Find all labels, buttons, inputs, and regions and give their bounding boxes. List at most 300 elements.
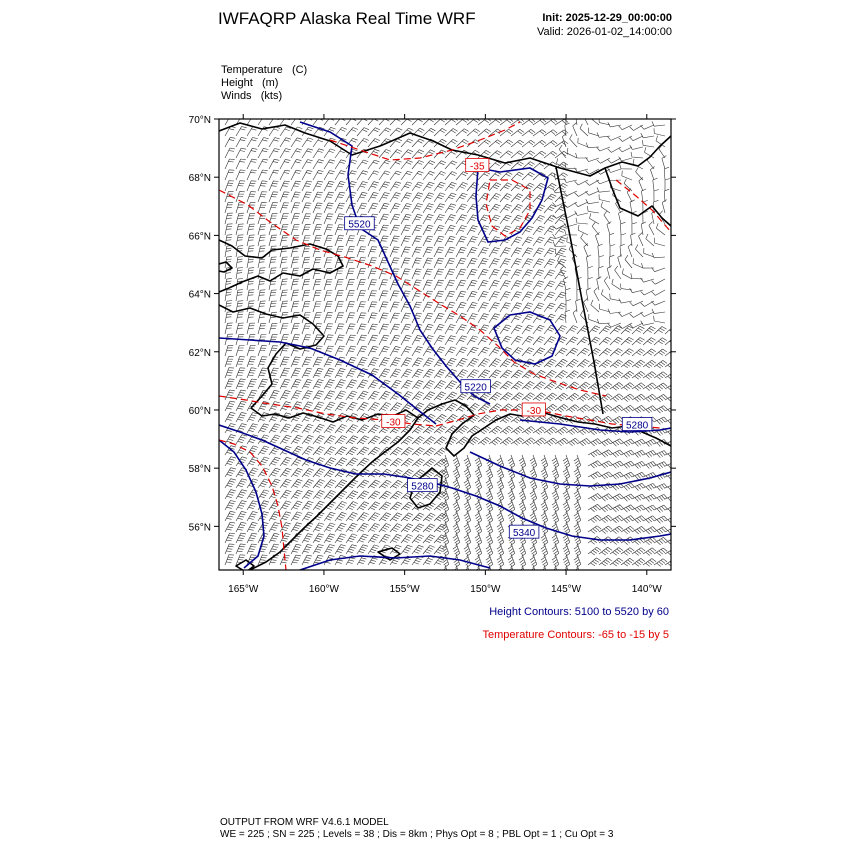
wind-barb: [379, 534, 391, 543]
wind-barb: [324, 149, 335, 158]
wind-barb: [346, 402, 358, 411]
wind-barb: [511, 292, 522, 301]
wind-barb: [456, 247, 466, 257]
wind-barb: [390, 193, 401, 202]
wind-barb: [368, 513, 380, 521]
wind-barb: [302, 170, 312, 180]
wind-barb: [456, 129, 469, 136]
wind-barb: [544, 382, 557, 390]
wind-barb: [379, 480, 391, 488]
wind-barb: [599, 439, 612, 446]
wind-barb: [533, 281, 544, 290]
wind-barb: [390, 203, 400, 213]
wind-barb: [269, 533, 279, 543]
wind-barb: [456, 236, 467, 246]
wind-barb: [368, 117, 380, 125]
wind-barb: [313, 534, 324, 543]
wind-barb: [665, 451, 679, 458]
wind-barb: [434, 258, 444, 268]
wind-barb: [434, 369, 446, 378]
wind-barb: [609, 233, 614, 246]
wind-barb: [641, 133, 654, 138]
wind-barb: [609, 255, 614, 268]
wind-barb: [467, 314, 478, 324]
wind-barb: [456, 325, 467, 334]
wind-barb: [269, 192, 278, 202]
wind-barb: [445, 381, 457, 389]
wind-barb: [597, 187, 610, 192]
wind-barb: [291, 149, 302, 158]
wind-barb: [247, 544, 257, 554]
wind-barb: [390, 403, 402, 411]
wind-barb: [258, 479, 269, 488]
wind-barb: [390, 358, 401, 367]
wind-barb: [368, 469, 380, 477]
wind-barb: [390, 502, 402, 510]
wind-barb: [610, 515, 623, 523]
wind-barb: [500, 172, 512, 180]
wind-barb: [324, 357, 334, 367]
wind-barb: [258, 235, 266, 246]
wind-barb: [412, 139, 424, 147]
wind-barb: [236, 357, 245, 367]
height-legend: Height Contours: 5100 to 5520 by 60: [489, 606, 669, 618]
wind-barb: [313, 181, 323, 191]
field-name: Temperature: [221, 64, 283, 76]
wind-barb: [566, 438, 579, 446]
wind-barb: [269, 457, 280, 466]
wind-barb: [401, 502, 413, 510]
wind-barb: [664, 167, 669, 180]
wind-barb: [346, 523, 358, 532]
wind-barb: [434, 437, 447, 445]
wind-barb: [291, 324, 300, 335]
wind-barb: [511, 183, 523, 191]
wind-barb: [236, 235, 243, 246]
wind-barb: [390, 313, 400, 323]
wind-barb: [379, 313, 389, 323]
wind-barb: [412, 459, 425, 467]
wind-barb: [280, 192, 289, 202]
wind-barb: [302, 214, 311, 224]
wind-barb: [533, 393, 546, 401]
wind-barb: [324, 291, 332, 302]
wind-barb: [555, 281, 566, 290]
wind-barb: [302, 512, 313, 521]
field-name: Winds: [221, 90, 252, 102]
wind-barb: [324, 380, 335, 389]
wind-barb: [555, 438, 568, 446]
wind-barb: [445, 347, 456, 356]
wind-barb: [247, 148, 257, 158]
wind-barb: [467, 247, 477, 257]
wind-barb: [357, 128, 369, 136]
wind-barb: [225, 170, 234, 180]
wind-barb: [586, 143, 599, 148]
wind-barb: [445, 139, 457, 147]
wind-barb: [401, 524, 413, 532]
wind-barb: [335, 214, 344, 224]
wind-barb: [533, 337, 545, 346]
wind-barb: [346, 436, 358, 444]
wind-barb: [357, 313, 366, 323]
wind-barb: [401, 204, 412, 214]
wind-barb: [247, 457, 258, 466]
wind-barb: [662, 156, 666, 169]
wind-barb: [434, 204, 445, 213]
wind-barb: [478, 140, 491, 147]
wind-barb: [379, 149, 391, 158]
wind-barb: [225, 501, 236, 511]
wind-barb: [324, 192, 334, 202]
wind-barb: [434, 128, 447, 136]
wind-barb: [522, 205, 534, 214]
wind-barb: [313, 192, 323, 202]
label-text: 5220: [464, 382, 487, 394]
wind-barb: [302, 357, 312, 367]
wind-barb: [511, 129, 524, 136]
wind-barb: [434, 236, 444, 246]
wind-barb: [324, 116, 336, 125]
wind-barb: [324, 545, 335, 555]
wind-barb: [247, 290, 254, 301]
wind-barb: [225, 479, 236, 488]
wind-barb: [599, 505, 612, 513]
wind-barb: [225, 379, 235, 389]
wind-barb: [618, 255, 622, 268]
wind-barb: [225, 357, 234, 367]
wind-barb: [236, 224, 244, 235]
wind-barb: [368, 346, 378, 356]
wind-barb: [335, 436, 347, 444]
wind-barb: [632, 483, 645, 490]
wind-barb: [423, 392, 435, 400]
wind-barb: [280, 479, 291, 488]
wind-barb: [225, 202, 233, 213]
wind-barb: [522, 151, 535, 158]
wind-barb: [434, 392, 446, 400]
wind-barb: [412, 380, 424, 389]
wind-barb: [291, 468, 303, 477]
wind-barb: [379, 128, 391, 136]
wind-barb: [291, 279, 299, 290]
wind-barb: [649, 222, 654, 235]
wind-barb: [643, 326, 656, 334]
wind-barb: [346, 247, 355, 257]
wind-barb: [269, 468, 280, 477]
wind-barb: [434, 150, 446, 158]
wind-barb: [368, 313, 377, 323]
wind-barb: [258, 490, 269, 499]
wind-barb: [544, 259, 555, 268]
wind-barb: [500, 270, 511, 280]
wind-barb: [302, 160, 313, 170]
wind-barb: [236, 501, 247, 510]
wind-barb: [280, 512, 291, 521]
wind-barb: [368, 436, 380, 444]
wind-barb: [489, 193, 501, 202]
wind-barb: [632, 505, 645, 512]
label-text: -30: [526, 405, 542, 417]
wind-barb: [335, 171, 346, 180]
wind-barb: [324, 214, 333, 224]
contour-label: [408, 479, 438, 493]
wind-barb: [379, 182, 390, 191]
wind-barb: [652, 279, 665, 284]
wind-barb: [533, 348, 545, 356]
wind-barb: [269, 149, 280, 159]
wind-barb: [456, 358, 468, 367]
wind-barb: [313, 116, 325, 125]
wind-barb: [280, 203, 289, 213]
wind-barb: [335, 501, 347, 510]
lat-label: 70°N: [188, 115, 211, 126]
wind-barb: [664, 189, 669, 202]
wind-barb: [368, 280, 377, 290]
lat-label: 68°N: [188, 173, 211, 185]
wind-barb: [269, 402, 280, 412]
wind-barb: [511, 194, 523, 202]
wind-barb: [357, 138, 369, 147]
wind-barb: [247, 522, 257, 532]
wind-barb: [653, 178, 658, 191]
wind-barb: [608, 176, 621, 181]
wind-barb: [423, 358, 434, 367]
wind-barb: [632, 338, 645, 346]
wind-barb: [577, 337, 589, 345]
wind-barb: [225, 224, 233, 235]
wind-barb: [357, 380, 368, 389]
wind-barb: [577, 405, 590, 413]
wind-barb: [555, 292, 566, 301]
wind-barb: [390, 160, 402, 169]
wind-barb: [423, 545, 435, 554]
wind-barb: [445, 204, 456, 213]
wind-barb: [423, 324, 433, 334]
wind-barb: [269, 181, 279, 191]
wind-barb: [412, 302, 422, 312]
wind-barb: [258, 368, 268, 378]
wind-barb: [621, 234, 626, 247]
wind-barb: [379, 280, 388, 290]
wind-barb: [291, 490, 303, 499]
wind-barb: [566, 371, 579, 379]
wind-barb: [346, 269, 355, 280]
wind-barb: [592, 222, 599, 235]
wind-barb: [500, 336, 511, 345]
wind-barb: [607, 266, 612, 279]
wind-barb: [467, 358, 479, 367]
wind-barb: [368, 171, 379, 180]
wind-barb: [280, 235, 288, 246]
wind-barb: [247, 357, 256, 367]
wind-barb: [335, 324, 344, 334]
wind-barb: [280, 324, 288, 335]
wind-barb: [652, 253, 665, 258]
wind-barb: [654, 516, 667, 523]
wind-barb: [533, 140, 546, 147]
wind-barb: [368, 425, 380, 433]
wind-barb: [575, 168, 588, 172]
wind-barb: [544, 359, 556, 367]
wind-barb: [643, 548, 656, 556]
wind-barb: [544, 270, 555, 279]
wind-barb: [225, 345, 233, 356]
wind-barb: [291, 555, 301, 565]
wind-barb: [412, 347, 423, 356]
wind-barb: [586, 255, 591, 268]
wind-barb: [379, 302, 388, 312]
wind-barb: [368, 534, 379, 543]
wind-barb: [456, 302, 466, 312]
wind-barb: [643, 516, 656, 523]
wind-barb: [632, 548, 645, 556]
wind-barb: [566, 337, 578, 345]
wind-barb: [412, 369, 423, 378]
wind-barb: [423, 161, 435, 169]
wind-barb: [247, 116, 258, 125]
wind-barb: [258, 446, 269, 455]
wind-barb: [269, 424, 280, 433]
wind-barb: [558, 256, 567, 268]
wind-barb: [599, 304, 610, 312]
wind-barb: [610, 416, 623, 424]
wind-barb: [390, 447, 402, 455]
wind-barb: [280, 368, 290, 378]
wind-barb: [357, 447, 369, 455]
wind-barb: [588, 558, 601, 566]
wind-barb: [269, 116, 280, 125]
wind-barb: [324, 181, 334, 191]
wind-barb: [643, 349, 656, 356]
wind-barb: [654, 327, 667, 335]
wind-barb: [565, 230, 577, 235]
wind-barb: [291, 138, 302, 147]
wind-barb: [445, 161, 457, 169]
wind-barb: [478, 258, 488, 268]
wind-barb: [324, 313, 333, 323]
wind-barb: [434, 193, 445, 202]
wind-barb: [302, 225, 311, 235]
wind-barb: [258, 279, 265, 290]
wind-barb: [533, 270, 544, 279]
wind-barb: [280, 257, 288, 268]
wind-barb: [423, 171, 435, 180]
wind-barb: [335, 291, 344, 302]
wind-barb: [401, 447, 414, 455]
wind-barb: [544, 438, 557, 446]
wind-barb: [412, 182, 423, 191]
wind-barb: [445, 172, 457, 181]
wind-barb: [599, 337, 611, 345]
wind-barb: [313, 302, 321, 313]
wind-barb: [544, 141, 557, 148]
wind-barb: [379, 291, 388, 301]
wind-barb: [313, 490, 325, 499]
wind-barb: [291, 192, 301, 202]
wind-barb: [247, 224, 255, 235]
wind-barb: [291, 435, 303, 444]
wind-barb: [346, 335, 356, 345]
wind-barb: [511, 172, 523, 180]
wind-barb: [247, 301, 254, 312]
wind-barb: [269, 170, 279, 180]
wind-barb: [368, 247, 377, 257]
wind-barb: [599, 194, 610, 202]
wind-barb: [610, 245, 615, 258]
wind-barb: [379, 491, 391, 499]
wind-barb: [324, 424, 336, 433]
wind-barb: [390, 324, 400, 334]
wind-barb: [335, 555, 346, 565]
wind-barb: [652, 121, 665, 126]
wind-barb: [302, 290, 310, 301]
wind-barb: [511, 151, 524, 158]
wind-barb: [654, 527, 667, 534]
wind-barb: [291, 181, 301, 191]
wind-barb: [665, 383, 678, 391]
wind-barb: [335, 127, 347, 136]
wind-barb: [620, 222, 625, 235]
lat-label: 58°N: [188, 464, 211, 476]
wind-barb: [615, 266, 621, 279]
wind-barb: [489, 303, 500, 312]
wind-barb: [225, 289, 232, 301]
wind-barb: [522, 303, 533, 312]
wind-barb: [313, 290, 321, 301]
wind-barb: [654, 128, 665, 136]
wind-barb: [357, 247, 366, 257]
wind-barb: [533, 226, 545, 235]
wind-barb: [236, 511, 247, 521]
wind-barb: [412, 171, 424, 180]
wind-barb: [489, 314, 500, 323]
wind-barb: [621, 461, 634, 468]
wind-barb: [412, 214, 422, 224]
wind-barb: [368, 203, 378, 213]
wind-barb: [346, 302, 355, 312]
wind-barb: [533, 292, 544, 301]
wind-barb: [291, 424, 302, 433]
wind-barb: [489, 292, 500, 302]
wind-barb: [291, 379, 301, 389]
wind-barb: [379, 160, 391, 169]
wind-barb: [379, 193, 390, 203]
wind-barb: [586, 199, 599, 204]
wind-barb: [573, 123, 577, 137]
wind-barb: [587, 206, 599, 213]
wind-barb: [599, 461, 612, 468]
wind-barb: [456, 291, 466, 301]
wind-barb: [654, 338, 667, 345]
wind-barb: [291, 479, 303, 488]
wind-barb: [555, 359, 567, 367]
wind-barb: [269, 301, 277, 312]
label-text: 5280: [411, 481, 434, 493]
wind-barb: [643, 406, 656, 413]
wind-barb: [280, 301, 288, 312]
wind-barb: [630, 136, 643, 141]
wind-barb: [269, 390, 279, 400]
wind-barb: [643, 439, 656, 446]
wind-barb: [390, 380, 401, 389]
wind-barb: [511, 215, 523, 224]
wind-barb: [247, 368, 256, 378]
wind-barb: [511, 325, 522, 334]
wind-barb: [577, 348, 589, 356]
wind-barb: [665, 395, 678, 403]
wind-barb: [610, 472, 623, 479]
